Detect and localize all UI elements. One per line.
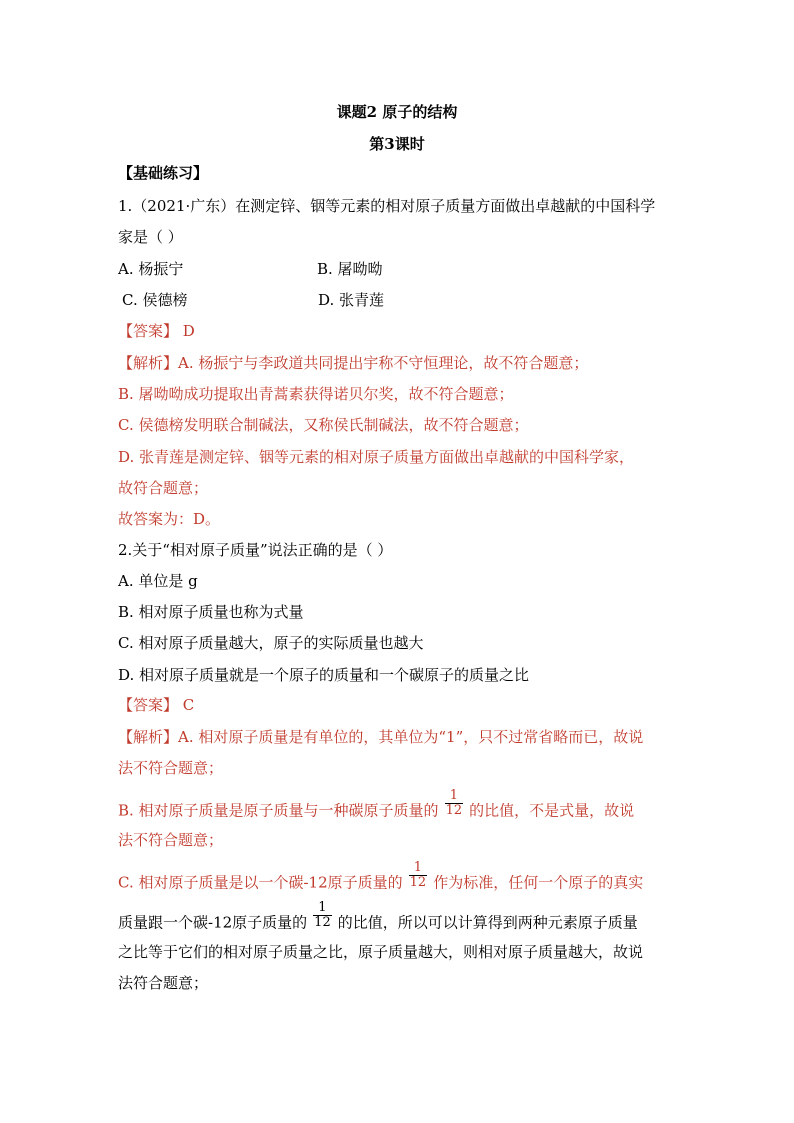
q2-analysis-c-line3: 之比等于它们的相对原子质量之比，原子质量越大，则相对原子质量越大，故说 [118, 943, 644, 961]
q1-answer-label: 【答案】 [118, 322, 179, 340]
q2-answer [118, 694, 194, 716]
q2-analysis-c-text1: C. 相对原子质量是以一个碳-12原子质量的 [118, 873, 403, 892]
q2-analysis-c-line4: 法符合题意； [118, 974, 209, 992]
section-heading: 【基础练习】 [118, 164, 209, 182]
q2-analysis-a-text: A. 相对原子质量是有单位的，其单位为“1”，只不过常省略而已，故说 [178, 728, 644, 746]
q2-analysis-b-text2: 的比值，不是式量，故说 [469, 801, 635, 820]
q1-analysis-a [118, 352, 588, 374]
q1-analysis-d-line1: D. 张青莲是测定锌、铟等元素的相对原子质量方面做出卓越献的中国科学家， [118, 448, 635, 466]
q2-analysis-b-line1 [118, 788, 635, 826]
lesson-subtitle: 第3课时 [369, 135, 425, 153]
fraction-denominator: 12 [409, 875, 427, 890]
q1-answer-value: D [182, 322, 195, 340]
fraction-one-twelfth [445, 789, 464, 818]
fraction-denominator: 12 [445, 803, 463, 818]
fraction-one-twelfth [313, 901, 332, 930]
q2-analysis-c-text2: 作为标准，任何一个原子的真实 [433, 873, 644, 892]
q1-analysis-a-text: A. 杨振宁与李政道共同提出宇称不守恒理论，故不符合题意； [178, 354, 589, 372]
q2-analysis-c-line1 [118, 860, 644, 898]
q2-analysis-a-line1 [118, 726, 643, 748]
q2-stem: 2.关于“相对原子质量”说法正确的是（ ） [118, 541, 393, 559]
q1-analysis-b: B. 屠呦呦成功提取出青蒿素获得诺贝尔奖，故不符合题意； [118, 385, 514, 403]
q1-stem-line1: 1.（2021·广东）在测定锌、铟等元素的相对原子质量方面做出卓越献的中国科学 [118, 197, 656, 215]
q1-option-b: B. 屠呦呦 [317, 260, 383, 278]
q1-analysis-c: C. 侯德榜发明联合制碱法，又称侯氏制碱法，故不符合题意； [118, 416, 529, 434]
q1-option-d: D. 张青莲 [318, 291, 385, 309]
q2-analysis-a-line2: 法不符合题意； [118, 759, 224, 777]
fraction-numerator: 1 [449, 788, 458, 803]
q2-option-a: A. 单位是 g [118, 572, 198, 590]
q2-option-d: D. 相对原子质量就是一个原子的质量和一个碳原子的质量之比 [118, 666, 530, 684]
q2-analysis-c-text3: 质量跟一个碳-12原子质量的 [118, 913, 308, 932]
q1-answer [118, 320, 195, 342]
q2-answer-label: 【答案】 [118, 696, 179, 714]
q1-option-c: C. 侯德榜 [122, 291, 188, 309]
q1-stem-line2: 家是（ ） [118, 228, 183, 246]
fraction-one-twelfth [409, 861, 428, 890]
q2-option-b: B. 相对原子质量也称为式量 [118, 603, 304, 621]
q2-option-c: C. 相对原子质量越大，原子的实际质量也越大 [118, 634, 424, 652]
q2-analysis-b-line2: 法不符合题意； [118, 831, 224, 849]
q2-analysis-label: 【解析】 [118, 728, 179, 746]
q1-analysis-d-line2: 故符合题意； [118, 479, 209, 497]
fraction-numerator: 1 [318, 900, 327, 915]
fraction-numerator: 1 [413, 860, 423, 875]
q2-analysis-c-line2 [118, 900, 638, 938]
q2-analysis-c-text4: 的比值，所以可以计算得到两种元素原子质量 [337, 913, 638, 932]
lesson-title: 课题2 原子的结构 [336, 103, 458, 121]
q1-conclusion: 故答案为：D。 [118, 510, 221, 528]
q2-analysis-b-text1: B. 相对原子质量是原子质量与一种碳原子质量的 [118, 801, 439, 820]
q2-answer-value: C [182, 696, 195, 714]
fraction-denominator: 12 [314, 915, 331, 930]
q1-option-a: A. 杨振宁 [118, 260, 184, 278]
q1-analysis-label: 【解析】 [118, 354, 179, 372]
